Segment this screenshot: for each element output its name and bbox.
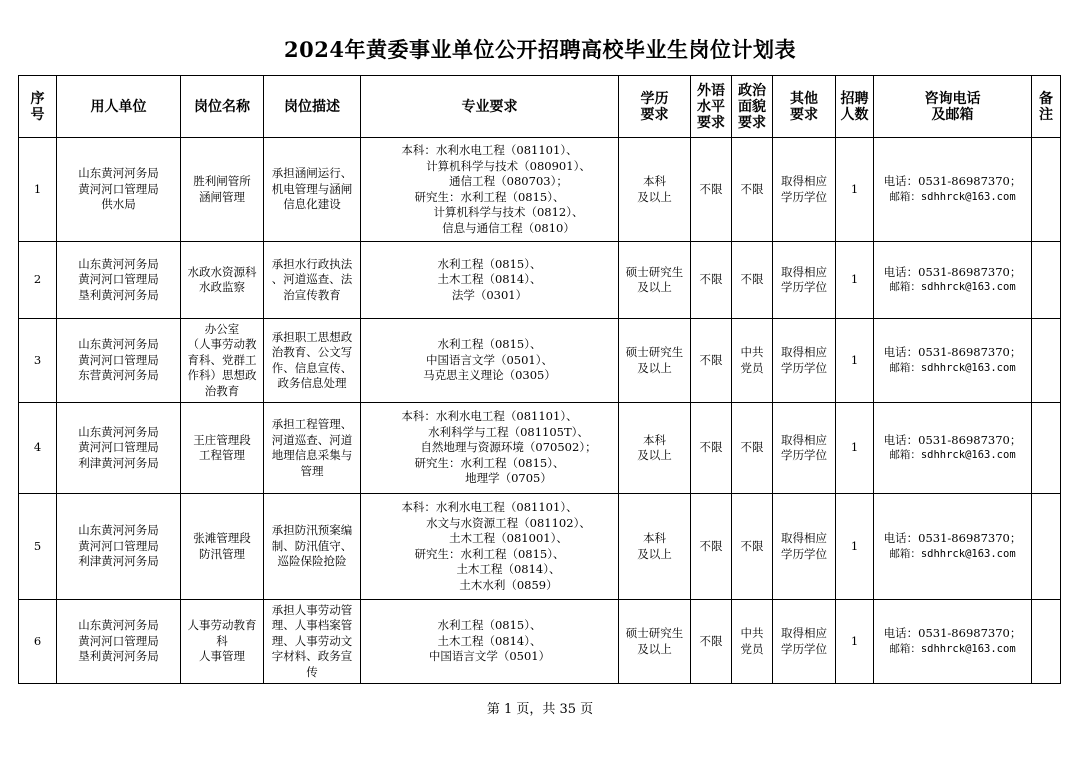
education-cell [619, 494, 691, 600]
position-cell-line: 涵闸管理 [199, 189, 245, 204]
header-political: 政治 面貌 要求 [732, 76, 773, 138]
foreign-language-cell: 不限 [691, 494, 732, 600]
contact-cell [874, 600, 1032, 684]
other-cell [773, 600, 836, 684]
major-cell [361, 138, 619, 242]
description-cell-line: 治宣传教育 [283, 287, 341, 302]
major-cell [361, 242, 619, 319]
remark-cell [1032, 242, 1061, 319]
employer-cell-line: 黄河河口管理局 [78, 538, 159, 553]
education-cell-line: 及以上 [637, 360, 672, 375]
education-cell-line: 及以上 [637, 189, 672, 204]
education-cell [619, 600, 691, 684]
employer-cell-line: 山东黄河河务局 [78, 523, 159, 538]
table-row [19, 138, 1061, 242]
other-cell-line: 取得相应 [781, 432, 827, 447]
seq-cell: 3 [19, 319, 57, 403]
employer-cell-line: 山东黄河河务局 [78, 337, 159, 352]
foreign-language-cell: 不限 [691, 242, 732, 319]
position-cell-line: 张滩管理段 [193, 531, 251, 545]
other-cell-line: 学历学位 [781, 189, 827, 204]
phone-text: 电话：0531-86987370； [883, 264, 1022, 279]
count-cell: 1 [836, 138, 874, 242]
contact-cell [874, 494, 1032, 600]
seq-cell: 4 [19, 403, 57, 494]
major-cell-line: 中国语言文学（0501） [428, 649, 551, 664]
employer-cell-line: 垦利黄河河务局 [78, 649, 159, 664]
contact-cell [874, 319, 1032, 403]
other-cell-line: 取得相应 [781, 531, 827, 545]
major-cell-line: 土木工程（081001）、 [449, 531, 568, 545]
seq-cell: 6 [19, 600, 57, 684]
header-description: 岗位描述 [264, 76, 361, 138]
political-cell: 不限 [732, 403, 773, 494]
other-cell [773, 319, 836, 403]
foreign-language-cell: 不限 [691, 138, 732, 242]
description-cell [264, 494, 361, 600]
table-row [19, 494, 1061, 600]
other-cell-line: 取得相应 [781, 626, 827, 640]
description-cell [264, 403, 361, 494]
description-cell [264, 242, 361, 319]
major-cell-line: 本科：水利水电工程（081101）、 [401, 500, 578, 514]
employer-cell-line: 黄河河口管理局 [78, 181, 159, 196]
employer-cell-line: 山东黄河河务局 [78, 424, 159, 439]
description-cell-line: 巡险保险抢险 [277, 554, 347, 569]
header-foreign-language: 外语 水平 要求 [691, 76, 732, 138]
major-cell-line: 信息与通信工程（0810） [442, 220, 575, 235]
other-cell [773, 138, 836, 242]
description-cell-line: 字材料、政务宣 [271, 649, 353, 664]
count-cell: 1 [836, 242, 874, 319]
major-cell-line: 水利科学与工程（081105T）、 [428, 424, 589, 439]
major-cell-line: 地理学（0705） [465, 471, 552, 486]
email-text: 邮箱：sdhhrck@163.com [889, 642, 1016, 655]
major-cell-line: 水利工程（0815）、 [437, 256, 542, 271]
header-major: 专业要求 [361, 76, 619, 138]
position-cell-line: 王庄管理段 [193, 432, 251, 447]
seq-cell: 2 [19, 242, 57, 319]
employer-cell-line: 供水局 [101, 197, 136, 212]
major-cell-line: 水利工程（0815）、 [437, 618, 542, 633]
table-row [19, 242, 1061, 319]
email-text: 邮箱：sdhhrck@163.com [889, 547, 1016, 560]
employer-cell-line: 山东黄河河务局 [78, 166, 159, 181]
other-cell-line: 学历学位 [781, 280, 827, 294]
major-cell-line: 研究生：水利工程（0815）、 [414, 189, 565, 204]
header-row [19, 76, 1061, 138]
major-cell [361, 600, 619, 684]
position-cell [181, 403, 264, 494]
other-cell-line: 学历学位 [781, 360, 827, 375]
major-cell-line: 法学（0301） [451, 287, 528, 302]
education-cell-line: 及以上 [637, 448, 672, 462]
major-cell-line: 中国语言文学（0501）、 [425, 352, 553, 367]
education-cell-line: 及以上 [637, 546, 672, 561]
major-cell [361, 319, 619, 403]
remark-cell [1032, 403, 1061, 494]
header-seq: 序 号 [19, 76, 57, 138]
header-position: 岗位名称 [181, 76, 264, 138]
major-cell-line: 土木工程（0814）、 [437, 272, 542, 287]
foreign-language-cell: 不限 [691, 403, 732, 494]
employer-cell [57, 242, 181, 319]
education-cell-line: 本科 [643, 432, 666, 447]
political-cell: 不限 [732, 138, 773, 242]
header-other: 其他 要求 [773, 76, 836, 138]
description-cell-line: 承担人事劳动管 [271, 602, 353, 617]
description-cell-line: 机电管理与涵闸 [271, 181, 353, 196]
education-cell [619, 319, 691, 403]
education-cell-line: 及以上 [637, 641, 672, 656]
political-cell-line: 党员 [740, 641, 764, 656]
political-cell-line: 中共 [740, 626, 764, 640]
political-cell: 不限 [732, 494, 773, 600]
major-cell-line: 研究生：水利工程（0815）、 [414, 546, 565, 561]
other-cell-line: 取得相应 [781, 264, 827, 279]
description-cell-line: 承担防汛预案编 [271, 523, 353, 538]
description-cell [264, 600, 361, 684]
major-cell-line: 土木工程（0814）、 [456, 562, 561, 576]
education-cell [619, 138, 691, 242]
count-cell: 1 [836, 600, 874, 684]
description-cell-line: 理、人事劳动文 [271, 633, 353, 648]
seq-cell: 5 [19, 494, 57, 600]
other-cell-line: 学历学位 [781, 641, 827, 656]
description-cell-line: 治教育、公文写 [271, 345, 353, 359]
employer-cell-line: 山东黄河河务局 [78, 256, 159, 271]
other-cell [773, 403, 836, 494]
count-cell: 1 [836, 494, 874, 600]
phone-text: 电话：0531-86987370； [883, 531, 1022, 545]
description-cell-line: 地理信息采集与 [271, 448, 353, 462]
employer-cell [57, 403, 181, 494]
education-cell-line: 硕士研究生 [625, 264, 684, 279]
education-cell-line: 硕士研究生 [625, 345, 684, 359]
email-text: 邮箱：sdhhrck@163.com [889, 281, 1016, 293]
position-cell-line: 胜利闸管所 [193, 174, 251, 188]
employer-cell [57, 319, 181, 403]
major-cell-line: 本科：水利水电工程（081101）、 [401, 409, 578, 424]
description-cell-line: 政务信息处理 [277, 376, 347, 390]
position-cell-line: 人事管理 [199, 649, 245, 664]
employer-cell-line: 东营黄河河务局 [78, 368, 159, 383]
political-cell [732, 319, 773, 403]
email-text: 邮箱：sdhhrck@163.com [889, 361, 1016, 374]
political-cell: 不限 [732, 242, 773, 319]
description-cell-line: 信息化建设 [283, 197, 341, 212]
major-cell-line: 计算机科学与技术（0812）、 [433, 205, 584, 219]
position-cell-line: 人事劳动教育 [187, 618, 257, 633]
count-cell: 1 [836, 319, 874, 403]
major-cell-line: 通信工程（080703）； [449, 174, 568, 188]
position-cell-line: 科 [216, 633, 228, 648]
employer-cell [57, 600, 181, 684]
education-cell-line: 及以上 [637, 280, 672, 294]
position-cell-line: 作科）思想政 [187, 368, 257, 383]
position-cell-line: 水政水资源科 [187, 264, 257, 279]
phone-text: 电话：0531-86987370； [883, 626, 1022, 640]
employer-cell [57, 138, 181, 242]
description-cell-line: 河道巡查、河道 [271, 432, 353, 447]
major-cell-line: 本科：水利水电工程（081101）、 [401, 143, 578, 157]
phone-text: 电话：0531-86987370； [883, 345, 1022, 359]
employer-cell [57, 494, 181, 600]
other-cell [773, 494, 836, 600]
description-cell-line: 承担水行政执法 [271, 256, 353, 271]
phone-text: 电话：0531-86987370； [883, 174, 1022, 188]
email-text: 邮箱：sdhhrck@163.com [889, 449, 1016, 461]
description-cell [264, 138, 361, 242]
other-cell-line: 取得相应 [781, 174, 827, 188]
remark-cell [1032, 494, 1061, 600]
other-cell-line: 学历学位 [781, 448, 827, 462]
description-cell-line: 作、信息宣传、 [271, 360, 353, 375]
education-cell-line: 硕士研究生 [625, 626, 684, 640]
remark-cell [1032, 600, 1061, 684]
major-cell-line: 土木水利（0859） [459, 577, 558, 592]
position-cell-line: 工程管理 [199, 448, 245, 462]
foreign-language-cell: 不限 [691, 600, 732, 684]
political-cell-line: 中共 [740, 345, 764, 359]
education-cell-line: 本科 [643, 174, 666, 188]
foreign-language-cell: 不限 [691, 319, 732, 403]
position-cell-line: 治教育 [204, 383, 240, 398]
contact-cell [874, 138, 1032, 242]
header-employer: 用人单位 [57, 76, 181, 138]
job-plan-table [18, 75, 1061, 684]
education-cell [619, 242, 691, 319]
employer-cell-line: 利津黄河河务局 [78, 455, 159, 470]
count-cell: 1 [836, 403, 874, 494]
political-cell-line: 党员 [740, 360, 764, 375]
table-row [19, 403, 1061, 494]
major-cell [361, 403, 619, 494]
description-cell-line: 承担涵闸运行、 [271, 166, 353, 181]
contact-cell [874, 403, 1032, 494]
major-cell-line: 土木工程（0814）、 [437, 633, 542, 648]
table-row [19, 600, 1061, 684]
seq-cell: 1 [19, 138, 57, 242]
major-cell-line: 自然地理与资源环境（070502）； [420, 440, 597, 455]
other-cell-line: 学历学位 [781, 546, 827, 561]
major-cell [361, 494, 619, 600]
employer-cell-line: 垦利黄河河务局 [78, 287, 159, 302]
other-cell [773, 242, 836, 319]
phone-text: 电话：0531-86987370； [883, 432, 1022, 447]
page-footer: 第 1 页，共 35 页 [486, 702, 594, 717]
position-cell-line: （人事劳动教 [187, 337, 257, 352]
header-remark: 备 注 [1032, 76, 1061, 138]
table-row [19, 319, 1061, 403]
description-cell [264, 319, 361, 403]
description-cell-line: 承担工程管理、 [271, 417, 353, 431]
employer-cell-line: 黄河河口管理局 [78, 352, 159, 367]
position-cell-line: 育科、党群工 [187, 352, 257, 367]
header-education: 学历 要求 [619, 76, 691, 138]
major-cell-line: 马克思主义理论（0305） [423, 368, 556, 383]
major-cell-line: 计算机科学与技术（080901）、 [426, 158, 591, 173]
header-contact: 咨询电话 及邮箱 [874, 76, 1032, 138]
position-cell-line: 水政监察 [199, 280, 245, 294]
other-cell-line: 取得相应 [781, 345, 827, 359]
education-cell [619, 403, 691, 494]
employer-cell-line: 黄河河口管理局 [78, 633, 159, 648]
description-cell-line: 承担职工思想政 [271, 329, 353, 344]
position-cell [181, 494, 264, 600]
description-cell-line: 、河道巡查、法 [271, 272, 353, 287]
position-cell-line: 防汛管理 [199, 546, 245, 561]
political-cell [732, 600, 773, 684]
position-cell [181, 319, 264, 403]
employer-cell-line: 利津黄河河务局 [78, 554, 159, 569]
description-cell-line: 制、防汛值守、 [271, 538, 353, 553]
position-cell-line: 办公室 [204, 321, 240, 336]
description-cell-line: 管理 [300, 463, 324, 478]
major-cell-line: 水文与水资源工程（081102）、 [426, 515, 591, 530]
position-cell [181, 138, 264, 242]
description-cell-line: 理、人事档案管 [271, 618, 353, 633]
employer-cell-line: 黄河河口管理局 [78, 440, 159, 455]
header-count: 招聘 人数 [836, 76, 874, 138]
remark-cell [1032, 319, 1061, 403]
employer-cell-line: 山东黄河河务局 [78, 618, 159, 633]
major-cell-line: 研究生：水利工程（0815）、 [414, 455, 565, 470]
email-text: 邮箱：sdhhrck@163.com [889, 190, 1016, 203]
remark-cell [1032, 138, 1061, 242]
major-cell-line: 水利工程（0815）、 [437, 337, 542, 352]
contact-cell [874, 242, 1032, 319]
description-cell-line: 传 [306, 664, 318, 679]
page-title: 2024年黄委事业单位公开招聘高校毕业生岗位计划表 [284, 37, 796, 62]
position-cell [181, 600, 264, 684]
position-cell [181, 242, 264, 319]
education-cell-line: 本科 [643, 531, 666, 545]
employer-cell-line: 黄河河口管理局 [78, 272, 159, 287]
